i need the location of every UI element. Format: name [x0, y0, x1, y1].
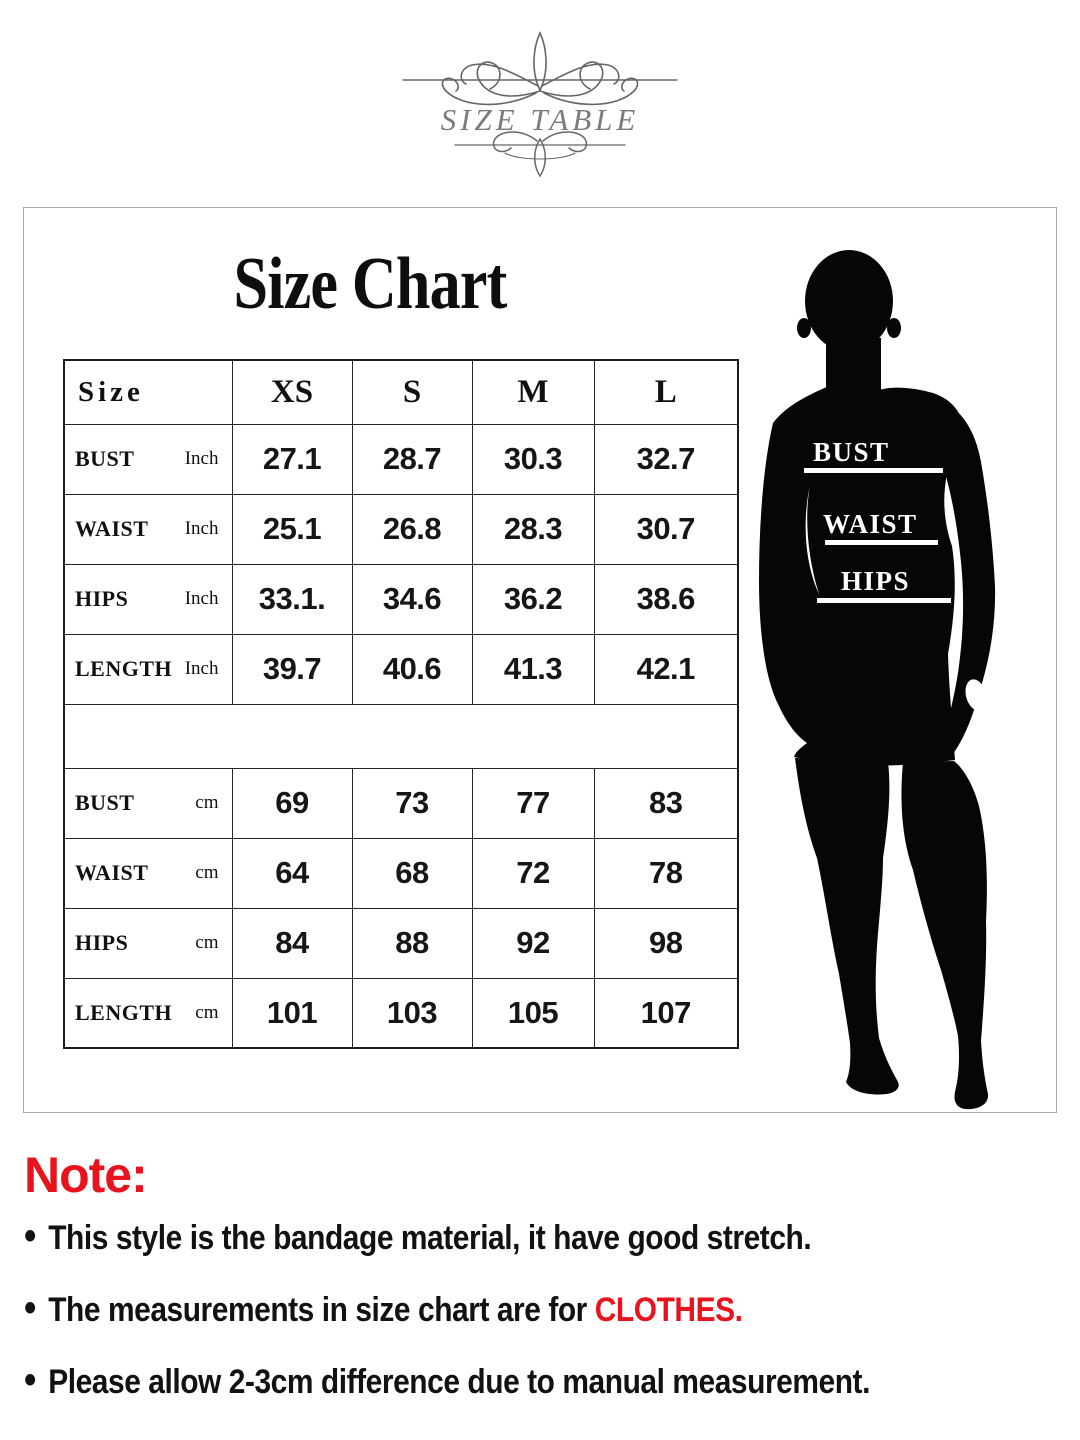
row-label-cell [64, 978, 232, 1048]
cell-value: 73 [352, 768, 472, 838]
cell-value: 92 [472, 908, 594, 978]
waist-line [825, 540, 938, 545]
table-row [64, 768, 738, 838]
table-row [64, 838, 738, 908]
row-label-cell [64, 908, 232, 978]
note-bullet [24, 1359, 939, 1403]
cell-value: 69 [232, 768, 352, 838]
row-label-cell [64, 838, 232, 908]
bust-line [804, 468, 943, 473]
row-label-cell [64, 494, 232, 564]
header-ornament [0, 20, 1080, 180]
cell-value: 84 [232, 908, 352, 978]
bullet-dot-icon: • [24, 1358, 36, 1402]
col-header-size: Size [64, 360, 232, 424]
cell-value: 107 [594, 978, 738, 1048]
cell-value: 26.8 [352, 494, 472, 564]
size-table-wrap [63, 359, 739, 1049]
cell-value: 27.1 [232, 424, 352, 494]
row-label: LENGTH [75, 999, 173, 1025]
cell-value: 42.1 [594, 634, 738, 704]
cell-value: 83 [594, 768, 738, 838]
col-header-m: M [472, 360, 594, 424]
size-table [63, 359, 739, 1049]
cell-value: 28.3 [472, 494, 594, 564]
table-row [64, 564, 738, 634]
cell-value: 78 [594, 838, 738, 908]
note-text: The measurements in size chart are for [48, 1291, 595, 1329]
row-label: BUST [75, 446, 135, 471]
table-row [64, 424, 738, 494]
row-unit: Inch [184, 448, 219, 469]
flourish-ornament-icon [300, 20, 780, 180]
cell-value: 77 [472, 768, 594, 838]
cell-value: 36.2 [472, 564, 594, 634]
col-header-xs: XS [232, 360, 352, 424]
cell-value: 38.6 [594, 564, 738, 634]
row-label: HIPS [75, 586, 129, 611]
cell-value: 68 [352, 838, 472, 908]
row-unit: Inch [184, 588, 219, 609]
row-unit: cm [195, 932, 219, 953]
note-text: This style is the bandage material, it have good stretch. [48, 1219, 812, 1257]
female-silhouette-icon [751, 246, 1061, 1114]
cell-value: 41.3 [472, 634, 594, 704]
row-unit: Inch [184, 518, 219, 539]
cell-value: 101 [232, 978, 352, 1048]
note-text-red: CLOTHES. [594, 1291, 743, 1329]
note-bullet [24, 1287, 939, 1331]
note-bullet [24, 1215, 939, 1259]
table-row [64, 978, 738, 1048]
cell-value: 33.1. [232, 564, 352, 634]
cell-value: 72 [472, 838, 594, 908]
figure-waist-label: WAIST [823, 509, 918, 539]
col-header-l: L [594, 360, 738, 424]
size-table-body [64, 424, 738, 1048]
cell-value: 25.1 [232, 494, 352, 564]
ornament-title: SIZE TABLE [440, 102, 640, 137]
row-label-cell [64, 424, 232, 494]
row-label-cell [64, 564, 232, 634]
col-header-s: S [352, 360, 472, 424]
size-table-head [64, 360, 738, 424]
cell-value: 64 [232, 838, 352, 908]
figure-hips-label: HIPS [841, 566, 911, 596]
row-unit: cm [195, 862, 219, 883]
table-row [64, 634, 738, 704]
row-label-cell [64, 634, 232, 704]
cell-value: 30.3 [472, 424, 594, 494]
row-unit: cm [195, 1001, 219, 1023]
note-heading: Note: [24, 1147, 147, 1203]
row-label: WAIST [75, 516, 149, 541]
table-row [64, 494, 738, 564]
cell-value: 40.6 [352, 634, 472, 704]
cell-value: 34.6 [352, 564, 472, 634]
figure-bust-label: BUST [813, 437, 890, 467]
row-label: HIPS [75, 930, 129, 955]
model-silhouette [751, 246, 1061, 1114]
page-title: Size Chart [233, 243, 507, 325]
cell-value: 30.7 [594, 494, 738, 564]
cell-value: 105 [472, 978, 594, 1048]
cell-value: 39.7 [232, 634, 352, 704]
cell-value: 88 [352, 908, 472, 978]
row-unit: cm [195, 792, 219, 813]
note-section [24, 1146, 1064, 1403]
size-chart-panel [23, 207, 1057, 1113]
cell-value: 28.7 [352, 424, 472, 494]
bullet-dot-icon: • [24, 1214, 36, 1258]
cell-value: 103 [352, 978, 472, 1048]
header-row [64, 360, 738, 424]
table-row [64, 908, 738, 978]
spacer-row [64, 704, 738, 768]
note-bullets [24, 1215, 1064, 1403]
hips-line [817, 598, 951, 603]
note-text: Please allow 2-3cm difference due to manual measurement. [48, 1363, 870, 1401]
cell-value: 32.7 [594, 424, 738, 494]
row-label-cell [64, 768, 232, 838]
spacer-cell [64, 704, 738, 768]
cell-value: 98 [594, 908, 738, 978]
row-unit: Inch [184, 658, 219, 679]
bullet-dot-icon: • [24, 1286, 36, 1330]
row-label: LENGTH [75, 656, 173, 681]
row-label: BUST [75, 790, 135, 815]
row-label: WAIST [75, 860, 149, 885]
